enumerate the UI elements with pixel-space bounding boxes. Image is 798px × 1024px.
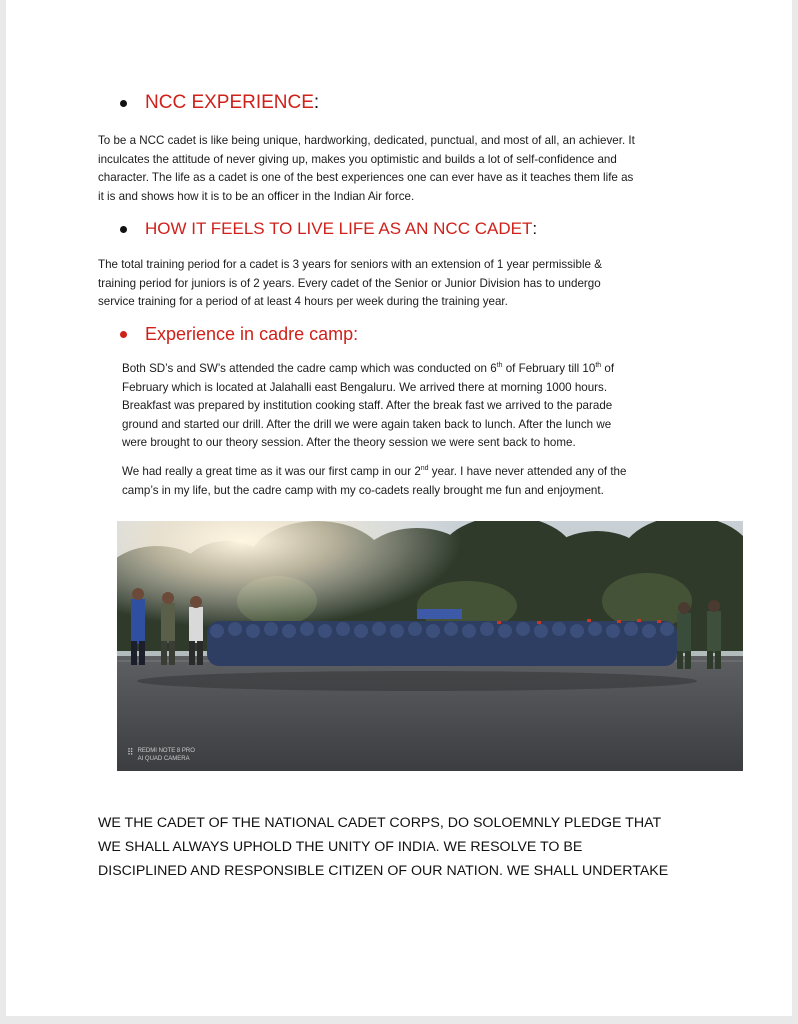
text-line: February which is located at Jalahalli east Bengaluru. We arrived there at morning 1000 hours. bbox=[122, 380, 608, 394]
heading-text: NCC EXPERIENCE bbox=[145, 92, 314, 113]
text-line: inculcates the attitude of never giving up, makes you optimistic and builds a lot of self-confidence and bbox=[98, 152, 617, 166]
text-line: ground and started our drill. After the drill we were again taken back to lunch. After the lunch we bbox=[122, 417, 612, 431]
pledge-line: WE THE CADET OF THE NATIONAL CADET CORPS, DO SOLOEMNLY PLEDGE THAT bbox=[98, 815, 662, 831]
heading-text: HOW IT FEELS TO LIVE LIFE AS AN NCC CADET bbox=[145, 219, 533, 238]
pledge-line: DISCIPLINED AND RESPONSIBLE CITIZEN OF OUR NATION. WE SHALL UNDERTAKE bbox=[98, 863, 669, 879]
paragraph-cadre-camp-1 bbox=[122, 360, 742, 453]
camera-watermark bbox=[127, 747, 195, 763]
text-run: Both SD’s and SW’s attended the cadre camp which was conducted on 6 bbox=[122, 362, 497, 375]
text-line: it is and shows how it is to be an officer in the Indian Air force. bbox=[98, 189, 415, 203]
text-line: Breakfast was prepared by institution cooking staff. After the break fast we arrived to the parade bbox=[122, 399, 613, 413]
heading-ncc-experience bbox=[120, 92, 319, 114]
paragraph-cadre-camp-2 bbox=[122, 463, 742, 500]
superscript: th bbox=[496, 362, 503, 370]
heading-how-it-feels bbox=[120, 219, 537, 239]
text-line: service training for a period of at least 4 hours per week during the training year. bbox=[98, 295, 508, 309]
heading-cadre-camp bbox=[120, 324, 358, 345]
text-line: training period for juniors is of 2 years. Every cadet of the Senior or Junior Division has to undergo bbox=[98, 276, 601, 290]
group-photo bbox=[117, 521, 743, 771]
bullet-icon bbox=[120, 226, 127, 233]
text-line: were brought to our theory session. After the theory session we were sent back to home. bbox=[122, 436, 576, 450]
bullet-icon bbox=[120, 331, 127, 338]
text-run: We had really a great time as it was our first camp in our 2 bbox=[122, 465, 421, 478]
text-run: of February till 10 bbox=[502, 362, 596, 375]
text-line: character. The life as a cadet is one of the best experiences one can ever have as it teaches them life as bbox=[98, 171, 634, 185]
superscript: nd bbox=[420, 465, 429, 473]
paragraph-how-it-feels bbox=[98, 256, 738, 312]
camera-dots-icon: ⠿ bbox=[127, 747, 134, 757]
text-line: To be a NCC cadet is like being unique, hardworking, dedicated, punctual, and most of all, an achiever. It bbox=[98, 134, 635, 147]
watermark-line: REDMI NOTE 8 PRO bbox=[137, 748, 195, 754]
text-line: The total training period for a cadet is 3 years for seniors with an extension of 1 year permissible & bbox=[98, 258, 602, 271]
superscript: th bbox=[595, 362, 602, 370]
photo-illustration bbox=[117, 521, 743, 771]
heading-text: Experience in cadre camp: bbox=[145, 324, 359, 344]
watermark-line: AI QUAD CAMERA bbox=[137, 756, 190, 762]
text-run: year. I have never attended any of the bbox=[428, 465, 627, 478]
text-line bbox=[122, 360, 742, 379]
text-line: camp’s in my life, but the cadre camp with my co-cadets really brought me fun and enjoyment. bbox=[122, 483, 604, 497]
paragraph-ncc-experience bbox=[98, 132, 738, 206]
pledge-text bbox=[98, 811, 738, 883]
heading-colon: : bbox=[532, 219, 538, 238]
pledge-line: WE SHALL ALWAYS UPHOLD THE UNITY OF INDIA. WE RESOLVE TO BE bbox=[98, 839, 583, 855]
text-run: of bbox=[601, 362, 615, 375]
text-line bbox=[122, 463, 742, 482]
bullet-icon bbox=[120, 100, 127, 107]
heading-colon: : bbox=[313, 92, 320, 113]
